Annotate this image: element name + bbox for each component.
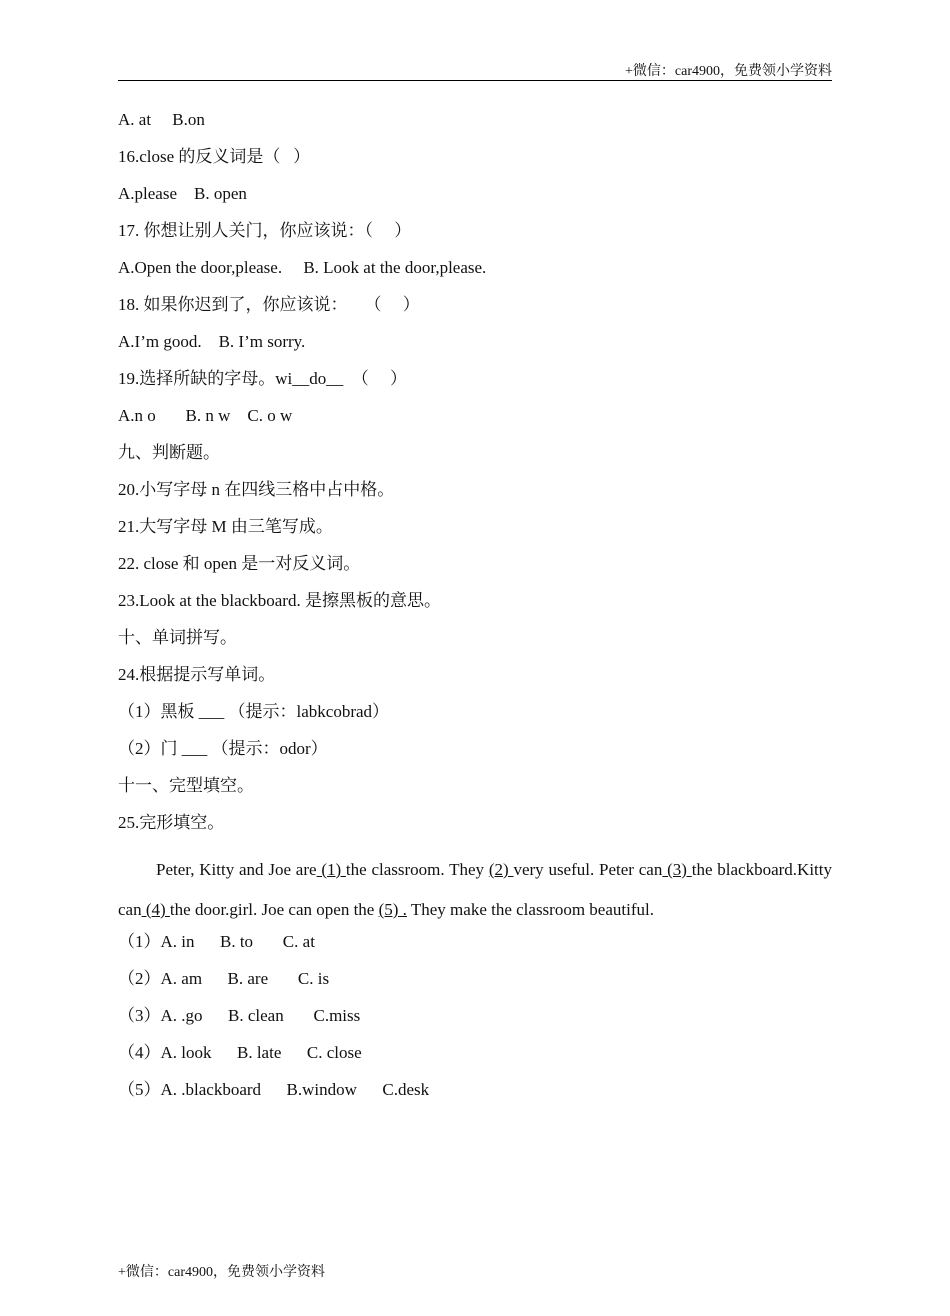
text-line: A.I’m good. B. I’m sorry. (118, 332, 306, 351)
passage-text: Peter, Kitty and Joe are (156, 860, 317, 879)
cloze-options (118, 930, 832, 1115)
text-line: 22. close 和 open 是一对反义词。 (118, 554, 361, 573)
document-body (118, 108, 832, 1115)
text-line: A.n o B. n w C. o w (118, 406, 293, 425)
text-line: 25.完形填空。 (118, 813, 225, 832)
text-line: 24.根据提示写单词。 (118, 665, 276, 684)
section-heading: 九、判断题。 (118, 443, 220, 462)
text-line: 16.close 的反义词是（ ） (118, 147, 311, 166)
section-heading: 十一、完型填空。 (118, 776, 254, 795)
text-line: A. at B.on (118, 110, 205, 129)
text-line: （1）黑板 ___ （提示：labkcobrad） (118, 702, 390, 721)
text-line: 19.选择所缺的字母。wi__do__ （ ） (118, 369, 407, 388)
option-line: （4）A. look B. late C. close (118, 1043, 362, 1062)
text-line: 17. 你想让别人关门，你应该说：（ ） (118, 221, 412, 240)
passage-text: the door.girl. Joe can open the (169, 900, 379, 919)
blank-1: (1) (316, 860, 346, 879)
text-line: 23.Look at the blackboard. 是擦黑板的意思。 (118, 591, 441, 610)
option-line: （5）A. .blackboard B.window C.desk (118, 1080, 430, 1099)
passage-text: very useful. Peter can (513, 860, 663, 879)
passage-text: the classroom. They (345, 860, 489, 879)
text-line: 20.小写字母 n 在四线三格中占中格。 (118, 480, 395, 499)
option-line: （2）A. am B. are C. is (118, 969, 330, 988)
text-line: （2）门 ___ （提示：odor） (118, 739, 328, 758)
blank-4: (4) (141, 900, 170, 919)
section-heading: 十、单词拼写。 (118, 628, 237, 647)
passage-text: They make the classroom beautiful. (406, 900, 654, 919)
option-line: （1）A. in B. to C. at (118, 932, 315, 951)
blank-2: (2) (488, 860, 514, 879)
text-line: A.Open the door,please. B. Look at the door,please. (118, 258, 487, 277)
header-text: +微信：car4900，免费领小学资料 (625, 64, 832, 79)
text-line: 18. 如果你迟到了，你应该说： （ ） (118, 295, 420, 314)
page-header (118, 58, 832, 81)
passage-text: the blackboard.Kitty can (118, 860, 832, 919)
text-line: A.please B. open (118, 184, 247, 203)
text-line: 21.大写字母 M 由三笔写成。 (118, 517, 333, 536)
page-footer: +微信：car4900，免费领小学资料 (118, 1265, 325, 1280)
blank-5: (5) . (378, 900, 407, 919)
option-line: （3）A. .go B. clean C.miss (118, 1006, 361, 1025)
blank-3: (3) (662, 860, 692, 879)
cloze-passage (118, 850, 832, 930)
